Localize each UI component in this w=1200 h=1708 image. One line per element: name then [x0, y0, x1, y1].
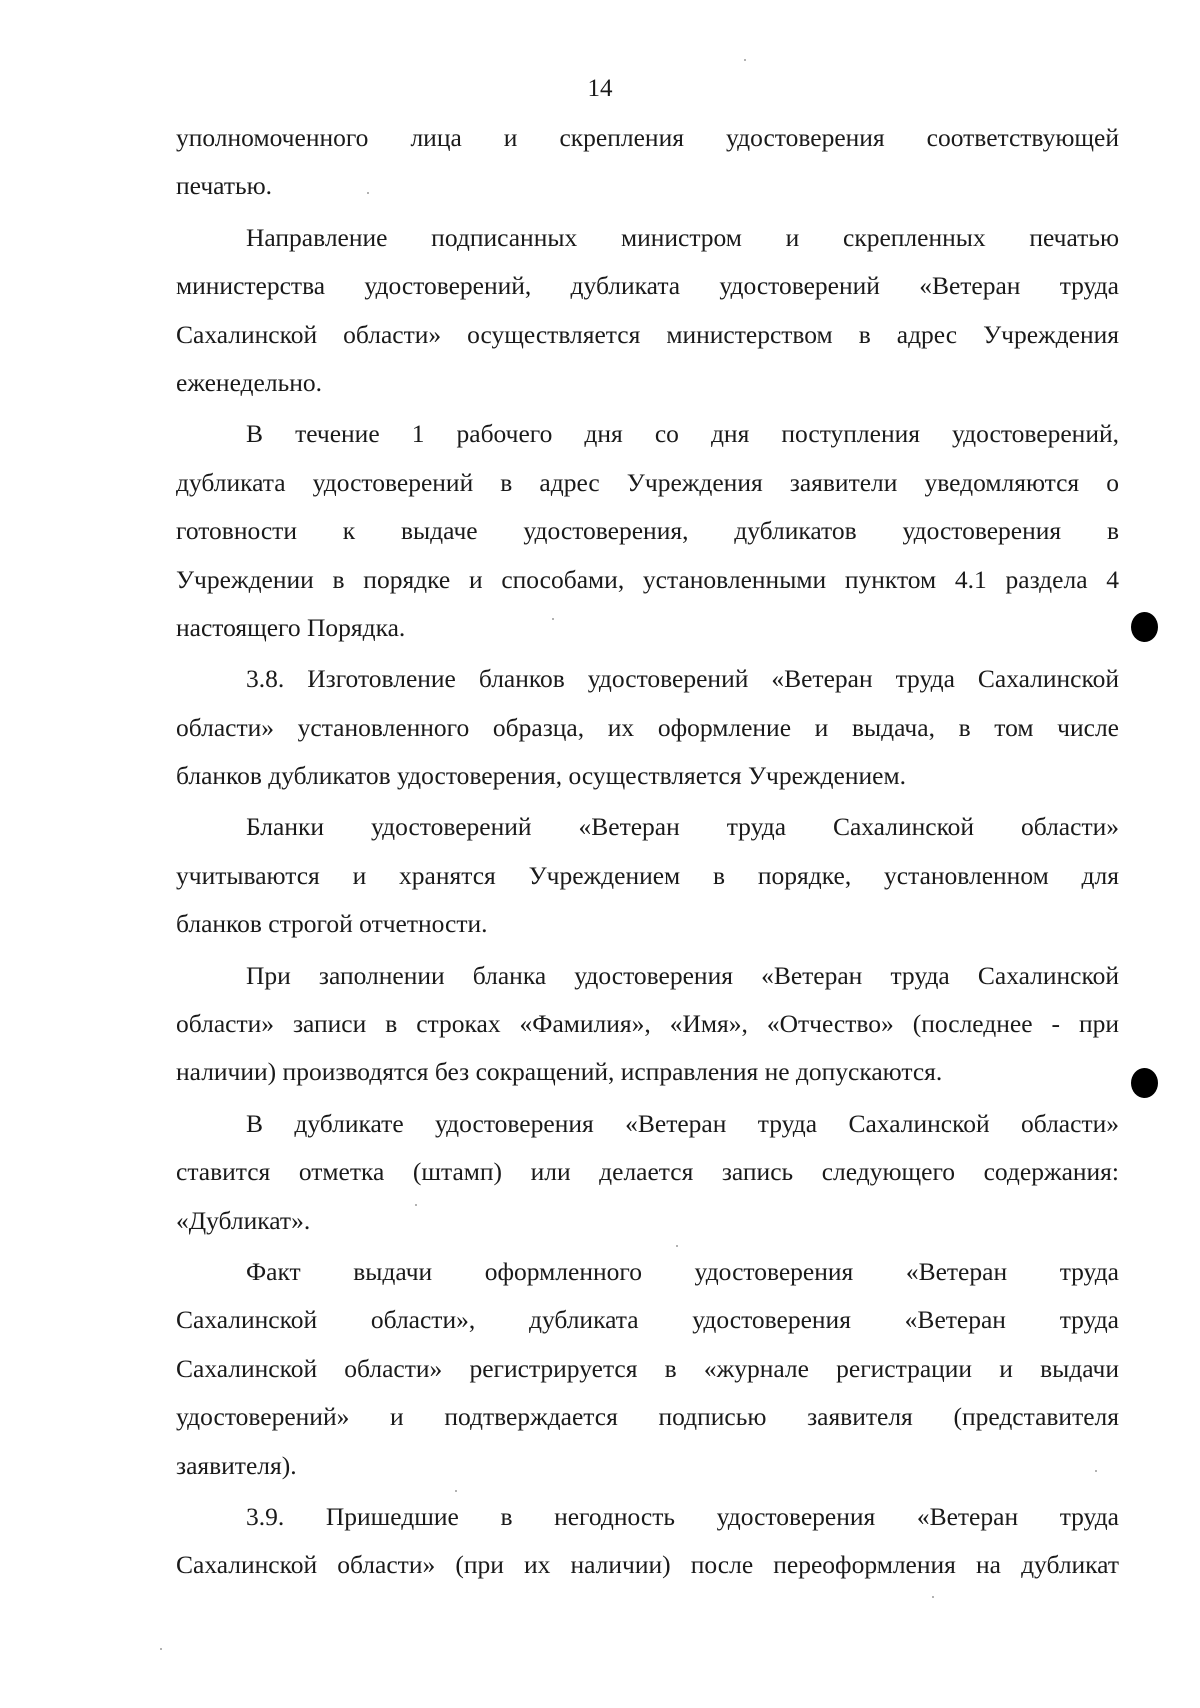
text-line: Сахалинской области» осуществляется министерством в адрес Учреждения	[176, 319, 1119, 349]
text-line: Сахалинской области» регистрируется в «журнале регистрации и выдачи	[176, 1353, 1119, 1383]
scan-speck	[160, 1648, 162, 1650]
text-line: области» записи в строках «Фамилия», «Имя», «Отчество» (последнее - при	[176, 1009, 1119, 1039]
text-line: бланков дубликатов удостоверения, осуществляется Учреждением.	[176, 761, 906, 791]
scan-speck	[552, 618, 554, 620]
text-line: Сахалинской области», дубликата удостоверения «Ветеран труда	[176, 1305, 1119, 1335]
text-line: «Дубликат».	[176, 1205, 311, 1235]
text-line: печатью.	[176, 171, 273, 201]
text-line: удостоверений» и подтверждается подписью заявителя (представителя	[176, 1402, 1119, 1432]
text-line: области» установленного образца, их оформление и выдача, в том числе	[176, 712, 1119, 742]
scan-speck	[1095, 1470, 1097, 1472]
text-line: министерства удостоверений, дубликата удостоверений «Ветеран труда	[176, 271, 1119, 301]
paragraph-first-line: В течение 1 рабочего дня со дня поступления удостоверений,	[246, 419, 1119, 449]
document-body	[176, 122, 1119, 1598]
text-line: настоящего Порядка.	[176, 612, 406, 642]
paragraph-first-line: Факт выдачи оформленного удостоверения «Ветеран труда	[246, 1256, 1119, 1286]
paragraph-first-line: При заполнении бланка удостоверения «Ветеран труда Сахалинской	[246, 960, 1119, 990]
paragraph-first-line: В дубликате удостоверения «Ветеран труда Сахалинской области»	[246, 1108, 1119, 1138]
text-line: еженедельно.	[176, 367, 322, 397]
paragraph-first-line: 3.9. Пришедшие в негодность удостоверения «Ветеран труда	[246, 1501, 1119, 1531]
text-line: Сахалинской области» (при их наличии) после переоформления на дубликат	[176, 1550, 1119, 1580]
paragraph-first-line: Бланки удостоверений «Ветеран труда Сахалинской области»	[246, 812, 1119, 842]
scan-speck	[744, 59, 746, 61]
punch-hole-lower	[1131, 1068, 1158, 1098]
scan-speck	[455, 1490, 457, 1492]
text-line: учитываются и хранятся Учреждением в порядке, установленном для	[176, 860, 1119, 890]
scan-speck	[676, 1245, 678, 1247]
paragraph-first-line: Направление подписанных министром и скрепленных печатью	[246, 222, 1119, 252]
text-line: уполномоченного лица и скрепления удостоверения соответствующей	[176, 123, 1119, 152]
text-line: готовности к выдаче удостоверения, дубликатов удостоверения в	[176, 516, 1119, 546]
text-line: заявителя).	[176, 1450, 297, 1480]
scan-speck	[415, 1204, 417, 1206]
text-line: Учреждении в порядке и способами, установленными пунктом 4.1 раздела 4	[176, 564, 1119, 594]
text-line: дубликата удостоверений в адрес Учреждения заявители уведомляются о	[176, 467, 1119, 497]
paragraph-first-line: 3.8. Изготовление бланков удостоверений «Ветеран труда Сахалинской	[246, 664, 1119, 694]
text-line: бланков строгой отчетности.	[176, 909, 488, 939]
page-number: 14	[587, 75, 613, 102]
scan-speck	[367, 192, 369, 194]
punch-hole-upper	[1131, 612, 1158, 642]
scan-speck	[932, 1596, 934, 1598]
text-line: ставится отметка (штамп) или делается запись следующего содержания:	[176, 1157, 1119, 1187]
text-line: наличии) производятся без сокращений, исправления не допускаются.	[176, 1057, 943, 1087]
